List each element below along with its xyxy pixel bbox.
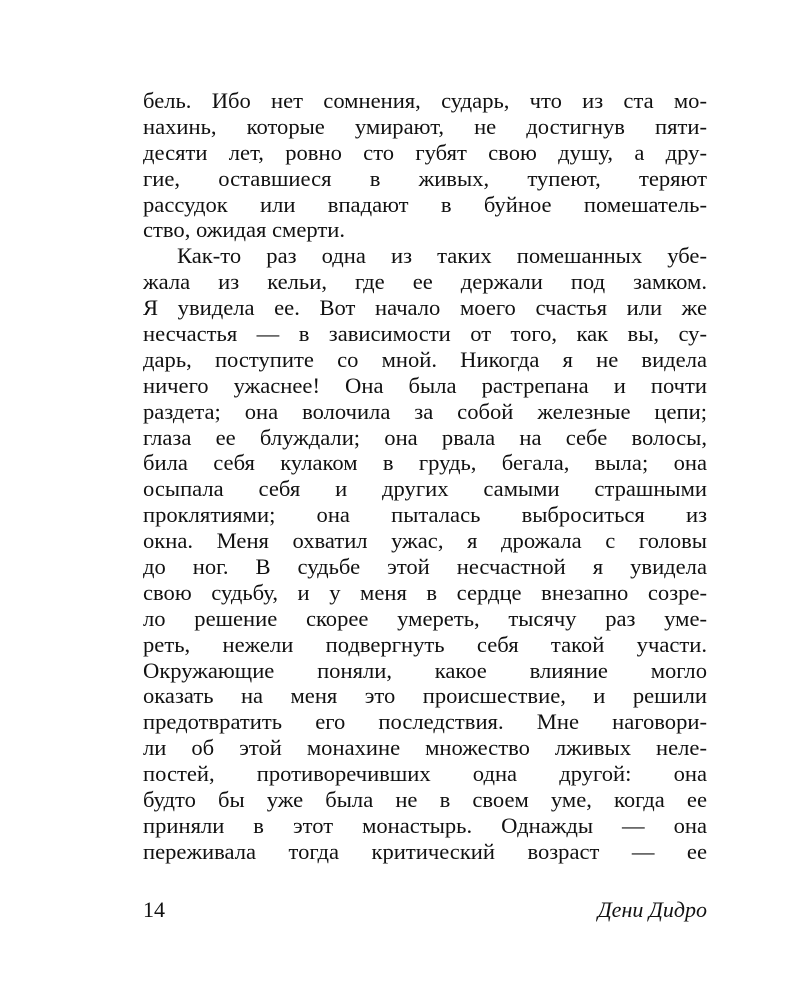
text-line: осыпала себя и других самыми страшными <box>143 476 707 502</box>
text-line: постей, противоречивших одна другой: она <box>143 761 707 787</box>
text-line: десяти лет, ровно сто губят свою душу, а дру- <box>143 139 707 165</box>
text-line: жала из кельи, где ее держали под замком. <box>143 269 707 295</box>
text-line: будто бы уже была не в своем уме, когда ее <box>143 787 707 813</box>
text-line: до ног. В судьбе этой несчастной я увидела <box>143 554 707 580</box>
text-line: била себя кулаком в грудь, бегала, выла; она <box>143 450 707 476</box>
text-line: переживала тогда критический возраст — ее <box>143 838 707 864</box>
paragraph-start-line: Как-то раз одна из таких помешанных убе- <box>177 243 707 269</box>
text-line: нахинь, которые умирают, не достигнув пяти- <box>143 113 707 139</box>
text-line: раздета; она волочила за собой железные цепи; <box>143 398 707 424</box>
text-line: рассудок или впадают в буйное помешатель- <box>143 191 707 217</box>
text-line: гие, оставшиеся в живых, тупеют, теряют <box>143 165 707 191</box>
body-text <box>143 88 707 865</box>
text-line: Окружающие поняли, какое влияние могло <box>143 657 707 683</box>
text-line: реть, нежели подвергнуть себя такой участи. <box>143 631 707 657</box>
text-line: глаза ее блуждали; она рвала на себе волосы, <box>143 424 707 450</box>
text-line: оказать на меня это происшествие, и решили <box>143 683 707 709</box>
text-line: окна. Меня охватил ужас, я дрожала с головы <box>143 528 707 554</box>
text-line: свою судьбу, и у меня в сердце внезапно созре- <box>143 579 707 605</box>
text-line: ло решение скорее умереть, тысячу раз уме- <box>143 605 707 631</box>
text-line: дарь, поступите со мной. Никогда я не видела <box>143 346 707 372</box>
text-line: приняли в этот монастырь. Однажды — она <box>143 812 707 838</box>
text-line: предотвратить его последствия. Мне наговори- <box>143 709 707 735</box>
running-footer-author: Дени Дидро <box>597 897 707 922</box>
text-line: несчастья — в зависимости от того, как вы, су- <box>143 321 707 347</box>
text-line: ничего ужаснее! Она была растрепана и почти <box>143 372 707 398</box>
text-line: Я увидела ее. Вот начало моего счастья или же <box>143 295 707 321</box>
page-number: 14 <box>143 897 165 922</box>
text-line: бель. Ибо нет сомнения, сударь, что из ста мо- <box>143 88 707 113</box>
text-line: ли об этой монахине множество лживых неле- <box>143 735 707 761</box>
text-line: проклятиями; она пыталась выброситься из <box>143 502 707 528</box>
paragraph-end-line: ство, ожидая смерти. <box>143 217 345 243</box>
